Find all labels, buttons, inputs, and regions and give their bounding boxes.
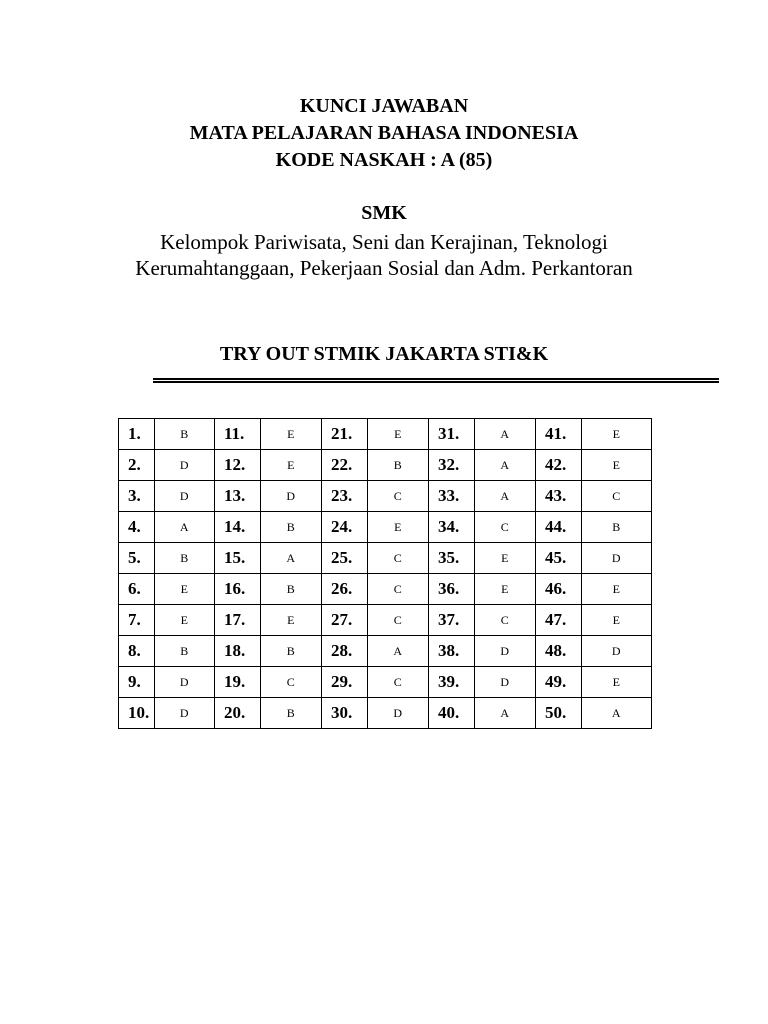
question-number-cell: 19. xyxy=(215,667,261,698)
question-number-cell: 45. xyxy=(536,543,582,574)
table-row xyxy=(119,698,652,729)
question-number-cell: 8. xyxy=(119,636,155,667)
answer-letter-cell: E xyxy=(582,605,652,636)
question-number-cell: 14. xyxy=(215,512,261,543)
answer-letter-cell: B xyxy=(261,698,322,729)
answer-letter-cell: D xyxy=(582,543,652,574)
table-row xyxy=(119,605,652,636)
answer-letter-cell: A xyxy=(475,419,536,450)
answer-letter-cell: E xyxy=(261,450,322,481)
answer-letter-cell: D xyxy=(155,698,215,729)
answer-letter-cell: E xyxy=(582,667,652,698)
question-number-cell: 42. xyxy=(536,450,582,481)
question-number-cell: 39. xyxy=(429,667,475,698)
question-number-cell: 29. xyxy=(322,667,368,698)
question-number-cell: 16. xyxy=(215,574,261,605)
question-number-cell: 17. xyxy=(215,605,261,636)
table-row xyxy=(119,481,652,512)
question-number-cell: 9. xyxy=(119,667,155,698)
answer-letter-cell: A xyxy=(475,450,536,481)
question-number-cell: 38. xyxy=(429,636,475,667)
answer-letter-cell: C xyxy=(261,667,322,698)
answer-letter-cell: A xyxy=(261,543,322,574)
question-number-cell: 37. xyxy=(429,605,475,636)
answer-letter-cell: D xyxy=(155,667,215,698)
question-number-cell: 41. xyxy=(536,419,582,450)
answer-letter-cell: D xyxy=(261,481,322,512)
question-number-cell: 49. xyxy=(536,667,582,698)
question-number-cell: 26. xyxy=(322,574,368,605)
question-number-cell: 4. xyxy=(119,512,155,543)
answer-letter-cell: C xyxy=(582,481,652,512)
answer-letter-cell: C xyxy=(368,667,429,698)
question-number-cell: 10. xyxy=(119,698,155,729)
answer-letter-cell: D xyxy=(475,636,536,667)
answer-letter-cell: E xyxy=(475,574,536,605)
answer-letter-cell: A xyxy=(155,512,215,543)
table-row xyxy=(119,636,652,667)
answer-letter-cell: E xyxy=(368,419,429,450)
question-number-cell: 5. xyxy=(119,543,155,574)
question-number-cell: 2. xyxy=(119,450,155,481)
answer-letter-cell: A xyxy=(475,698,536,729)
answer-letter-cell: C xyxy=(368,543,429,574)
program-group-line-1: Kelompok Pariwisata, Seni dan Kerajinan, Teknologi xyxy=(160,230,608,254)
question-number-cell: 13. xyxy=(215,481,261,512)
answer-letter-cell: B xyxy=(261,636,322,667)
answer-letter-cell: C xyxy=(368,605,429,636)
answer-letter-cell: E xyxy=(475,543,536,574)
question-number-cell: 7. xyxy=(119,605,155,636)
answer-letter-cell: E xyxy=(368,512,429,543)
answer-key-table xyxy=(118,418,652,729)
answer-letter-cell: A xyxy=(475,481,536,512)
question-number-cell: 21. xyxy=(322,419,368,450)
table-row xyxy=(119,574,652,605)
answer-letter-cell: B xyxy=(261,512,322,543)
question-number-cell: 1. xyxy=(119,419,155,450)
question-number-cell: 47. xyxy=(536,605,582,636)
answer-letter-cell: B xyxy=(155,543,215,574)
question-number-cell: 25. xyxy=(322,543,368,574)
answer-letter-cell: B xyxy=(368,450,429,481)
answer-letter-cell: D xyxy=(475,667,536,698)
answer-letter-cell: D xyxy=(582,636,652,667)
question-number-cell: 50. xyxy=(536,698,582,729)
tryout-heading: TRY OUT STMIK JAKARTA STI&K xyxy=(219,343,549,365)
table-row xyxy=(119,512,652,543)
answer-letter-cell: D xyxy=(155,481,215,512)
question-number-cell: 3. xyxy=(119,481,155,512)
answer-letter-cell: D xyxy=(155,450,215,481)
answer-letter-cell: C xyxy=(368,574,429,605)
double-rule-divider xyxy=(153,378,719,383)
question-number-cell: 20. xyxy=(215,698,261,729)
question-number-cell: 33. xyxy=(429,481,475,512)
answer-letter-cell: B xyxy=(155,636,215,667)
question-number-cell: 46. xyxy=(536,574,582,605)
answer-letter-cell: C xyxy=(368,481,429,512)
school-level-heading: SMK xyxy=(361,202,407,224)
answer-letter-cell: D xyxy=(368,698,429,729)
question-number-cell: 18. xyxy=(215,636,261,667)
answer-letter-cell: E xyxy=(582,419,652,450)
table-row xyxy=(119,543,652,574)
question-number-cell: 43. xyxy=(536,481,582,512)
program-group-line-2: Kerumahtanggaan, Pekerjaan Sosial dan Adm. Perkantoran xyxy=(135,256,633,280)
answer-letter-cell: E xyxy=(582,450,652,481)
answer-letter-cell: E xyxy=(261,419,322,450)
table-row xyxy=(119,419,652,450)
answer-letter-cell: B xyxy=(155,419,215,450)
exam-code: KODE NASKAH : A (85) xyxy=(275,149,493,171)
answer-letter-cell: B xyxy=(261,574,322,605)
answer-letter-cell: B xyxy=(582,512,652,543)
answer-letter-cell: E xyxy=(155,574,215,605)
answer-letter-cell: E xyxy=(582,574,652,605)
question-number-cell: 24. xyxy=(322,512,368,543)
question-number-cell: 23. xyxy=(322,481,368,512)
question-number-cell: 30. xyxy=(322,698,368,729)
table-row xyxy=(119,667,652,698)
doc-title: KUNCI JAWABAN xyxy=(299,95,469,117)
question-number-cell: 32. xyxy=(429,450,475,481)
question-number-cell: 11. xyxy=(215,419,261,450)
question-number-cell: 36. xyxy=(429,574,475,605)
answer-letter-cell: A xyxy=(368,636,429,667)
answer-letter-cell: C xyxy=(475,512,536,543)
question-number-cell: 12. xyxy=(215,450,261,481)
question-number-cell: 44. xyxy=(536,512,582,543)
answer-letter-cell: C xyxy=(475,605,536,636)
question-number-cell: 35. xyxy=(429,543,475,574)
question-number-cell: 31. xyxy=(429,419,475,450)
question-number-cell: 15. xyxy=(215,543,261,574)
answer-letter-cell: E xyxy=(155,605,215,636)
question-number-cell: 6. xyxy=(119,574,155,605)
answer-letter-cell: A xyxy=(582,698,652,729)
question-number-cell: 22. xyxy=(322,450,368,481)
question-number-cell: 27. xyxy=(322,605,368,636)
question-number-cell: 48. xyxy=(536,636,582,667)
answer-letter-cell: E xyxy=(261,605,322,636)
question-number-cell: 34. xyxy=(429,512,475,543)
table-row xyxy=(119,450,652,481)
subject-title: MATA PELAJARAN BAHASA INDONESIA xyxy=(189,122,579,144)
question-number-cell: 28. xyxy=(322,636,368,667)
question-number-cell: 40. xyxy=(429,698,475,729)
